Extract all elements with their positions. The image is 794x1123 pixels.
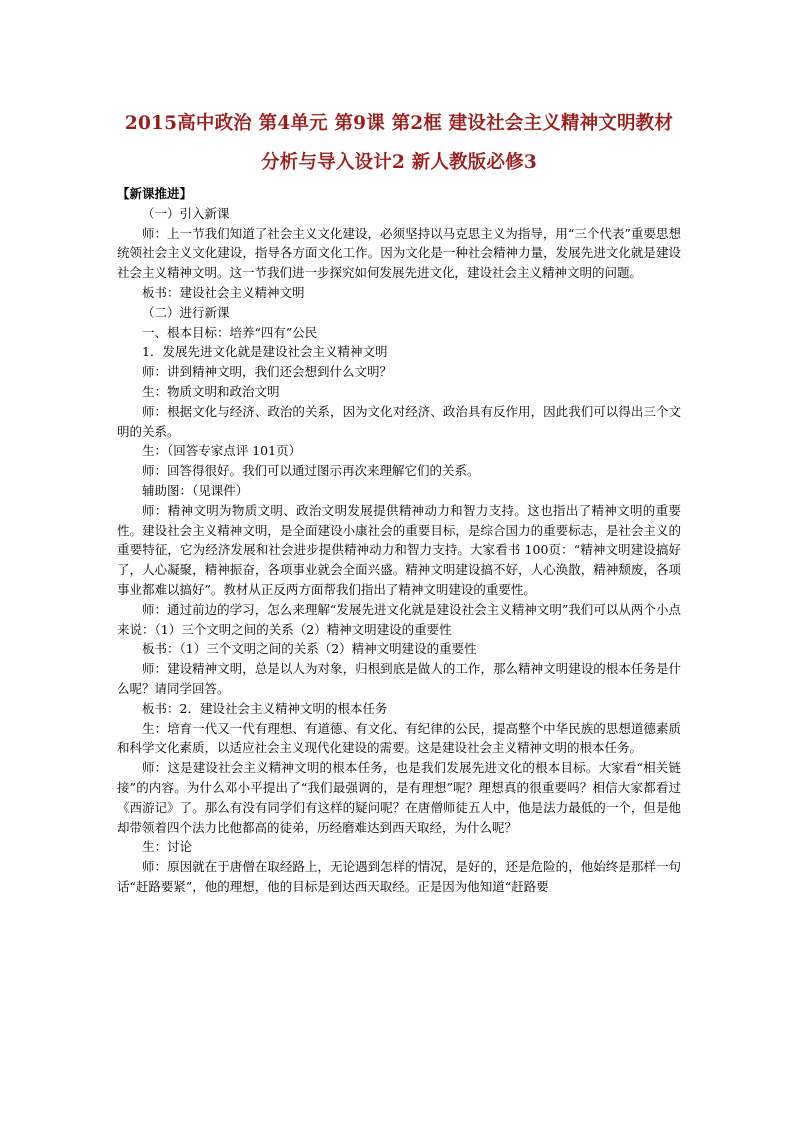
- paragraph: 师：原因就在于唐僧在取经路上，无论遇到怎样的情况，是好的，还是危险的，他始终是那样一句话“赶路要紧”，他的理想，他的目标是到达西天取经。正是因为他知道“赶路要: [117, 859, 681, 894]
- paragraph: 生：讨论: [142, 839, 193, 855]
- paragraph: 生：（回答专家点评 101页）: [142, 443, 302, 459]
- paragraph: （二）进行新课: [142, 304, 230, 320]
- document-page: [117, 104, 681, 897]
- document-title: [117, 104, 681, 182]
- paragraph: 生：培育一代又一代有理想、有道德、有文化、有纪律的公民，提高整个中华民族的思想道德素质和科学文化素质，以适应社会主义现代化建设的需要。这是建设社会主义精神文明的根本任务。: [117, 720, 681, 756]
- paragraph: 1．发展先进文化就是建设社会主义精神文明: [142, 344, 388, 360]
- paragraph: 师：精神文明为物质文明、政治文明发展提供精神动力和智力支持。这也指出了精神文明的重要性。建设社会主义精神文明，是全面建设小康社会的重要目标，是综合国力的重要标志，是社会主义的重要特征，它为经济发展和社会进步提供精神动力和智力支持。大家看书 100页：“精神文明建设搞好了，人心凝聚，精神振奋，各项事业就会全面兴盛。精神文明建设搞不好，人心涣散，精神颓废，各项事业都难以搞好”。教材从正反两方面帮我们指出了精神文明建设的重要性。: [117, 502, 681, 597]
- paragraph: 生：物质文明和政治文明: [142, 383, 280, 399]
- paragraph: 师：这是建设社会主义精神文明的根本任务，也是我们发展先进文化的根本目标。大家看“相关链接”的内容。为什么邓小平提出了“我们最强调的，是有理想”呢？理想真的很重要吗？相信大家都看过《西游记》了。那么有没有同学们有这样的疑问呢？在唐僧师徒五人中，他是法力最低的一个，但是他却带领着四个法力比他都高的徒弟，历经磨难达到西天取经，为什么呢？: [117, 760, 681, 835]
- document-body: [117, 204, 681, 897]
- paragraph: 辅助图：（见课件）: [142, 482, 249, 498]
- paragraph: 师：根据文化与经济、政治的关系，因为文化对经济、政治具有反作用，因此我们可以得出三个文明的关系。: [117, 403, 681, 439]
- paragraph: （一）引入新课: [142, 205, 230, 221]
- paragraph: 板书：建设社会主义精神文明: [142, 284, 305, 300]
- paragraph: 师：上一节我们知道了社会主义文化建设，必须坚持以马克思主义为指导，用“三个代表”重要思想统领社会主义文化建设，指导各方面文化工作。因为文化是一种社会精神力量，发展先进文化就是建设社会主义精神文明。这一节我们进一步探究如何发展先进文化，建设社会主义精神文明的问题。: [117, 225, 681, 281]
- paragraph: 师：通过前边的学习，怎么来理解“发展先进文化就是建设社会主义精神文明”我们可以从两个小点来说：（1）三个文明之间的关系（2）精神文明建设的重要性: [117, 601, 681, 637]
- paragraph: 板书：（1）三个文明之间的关系（2）精神文明建设的重要性: [142, 641, 477, 657]
- title-line-2: 分析与导入设计2 新人教版必修3: [261, 152, 537, 173]
- title-line-1: 2015高中政治 第4单元 第9课 第2框 建设社会主义精神文明教材: [124, 113, 674, 134]
- paragraph: 板书：2．建设社会主义精神文明的根本任务: [142, 700, 388, 716]
- paragraph: 师：讲到精神文明，我们还会想到什么文明？: [142, 364, 393, 380]
- section-heading: 【新课推进】: [117, 186, 193, 201]
- paragraph: 师：建设精神文明，总是以人为对象，归根到底是做人的工作，那么精神文明建设的根本任务是什么呢？请同学回答。: [117, 661, 681, 696]
- paragraph: 师：回答得很好。我们可以通过图示再次来理解它们的关系。: [142, 463, 480, 479]
- paragraph: 一、根本目标：培养“四有”公民: [142, 324, 318, 340]
